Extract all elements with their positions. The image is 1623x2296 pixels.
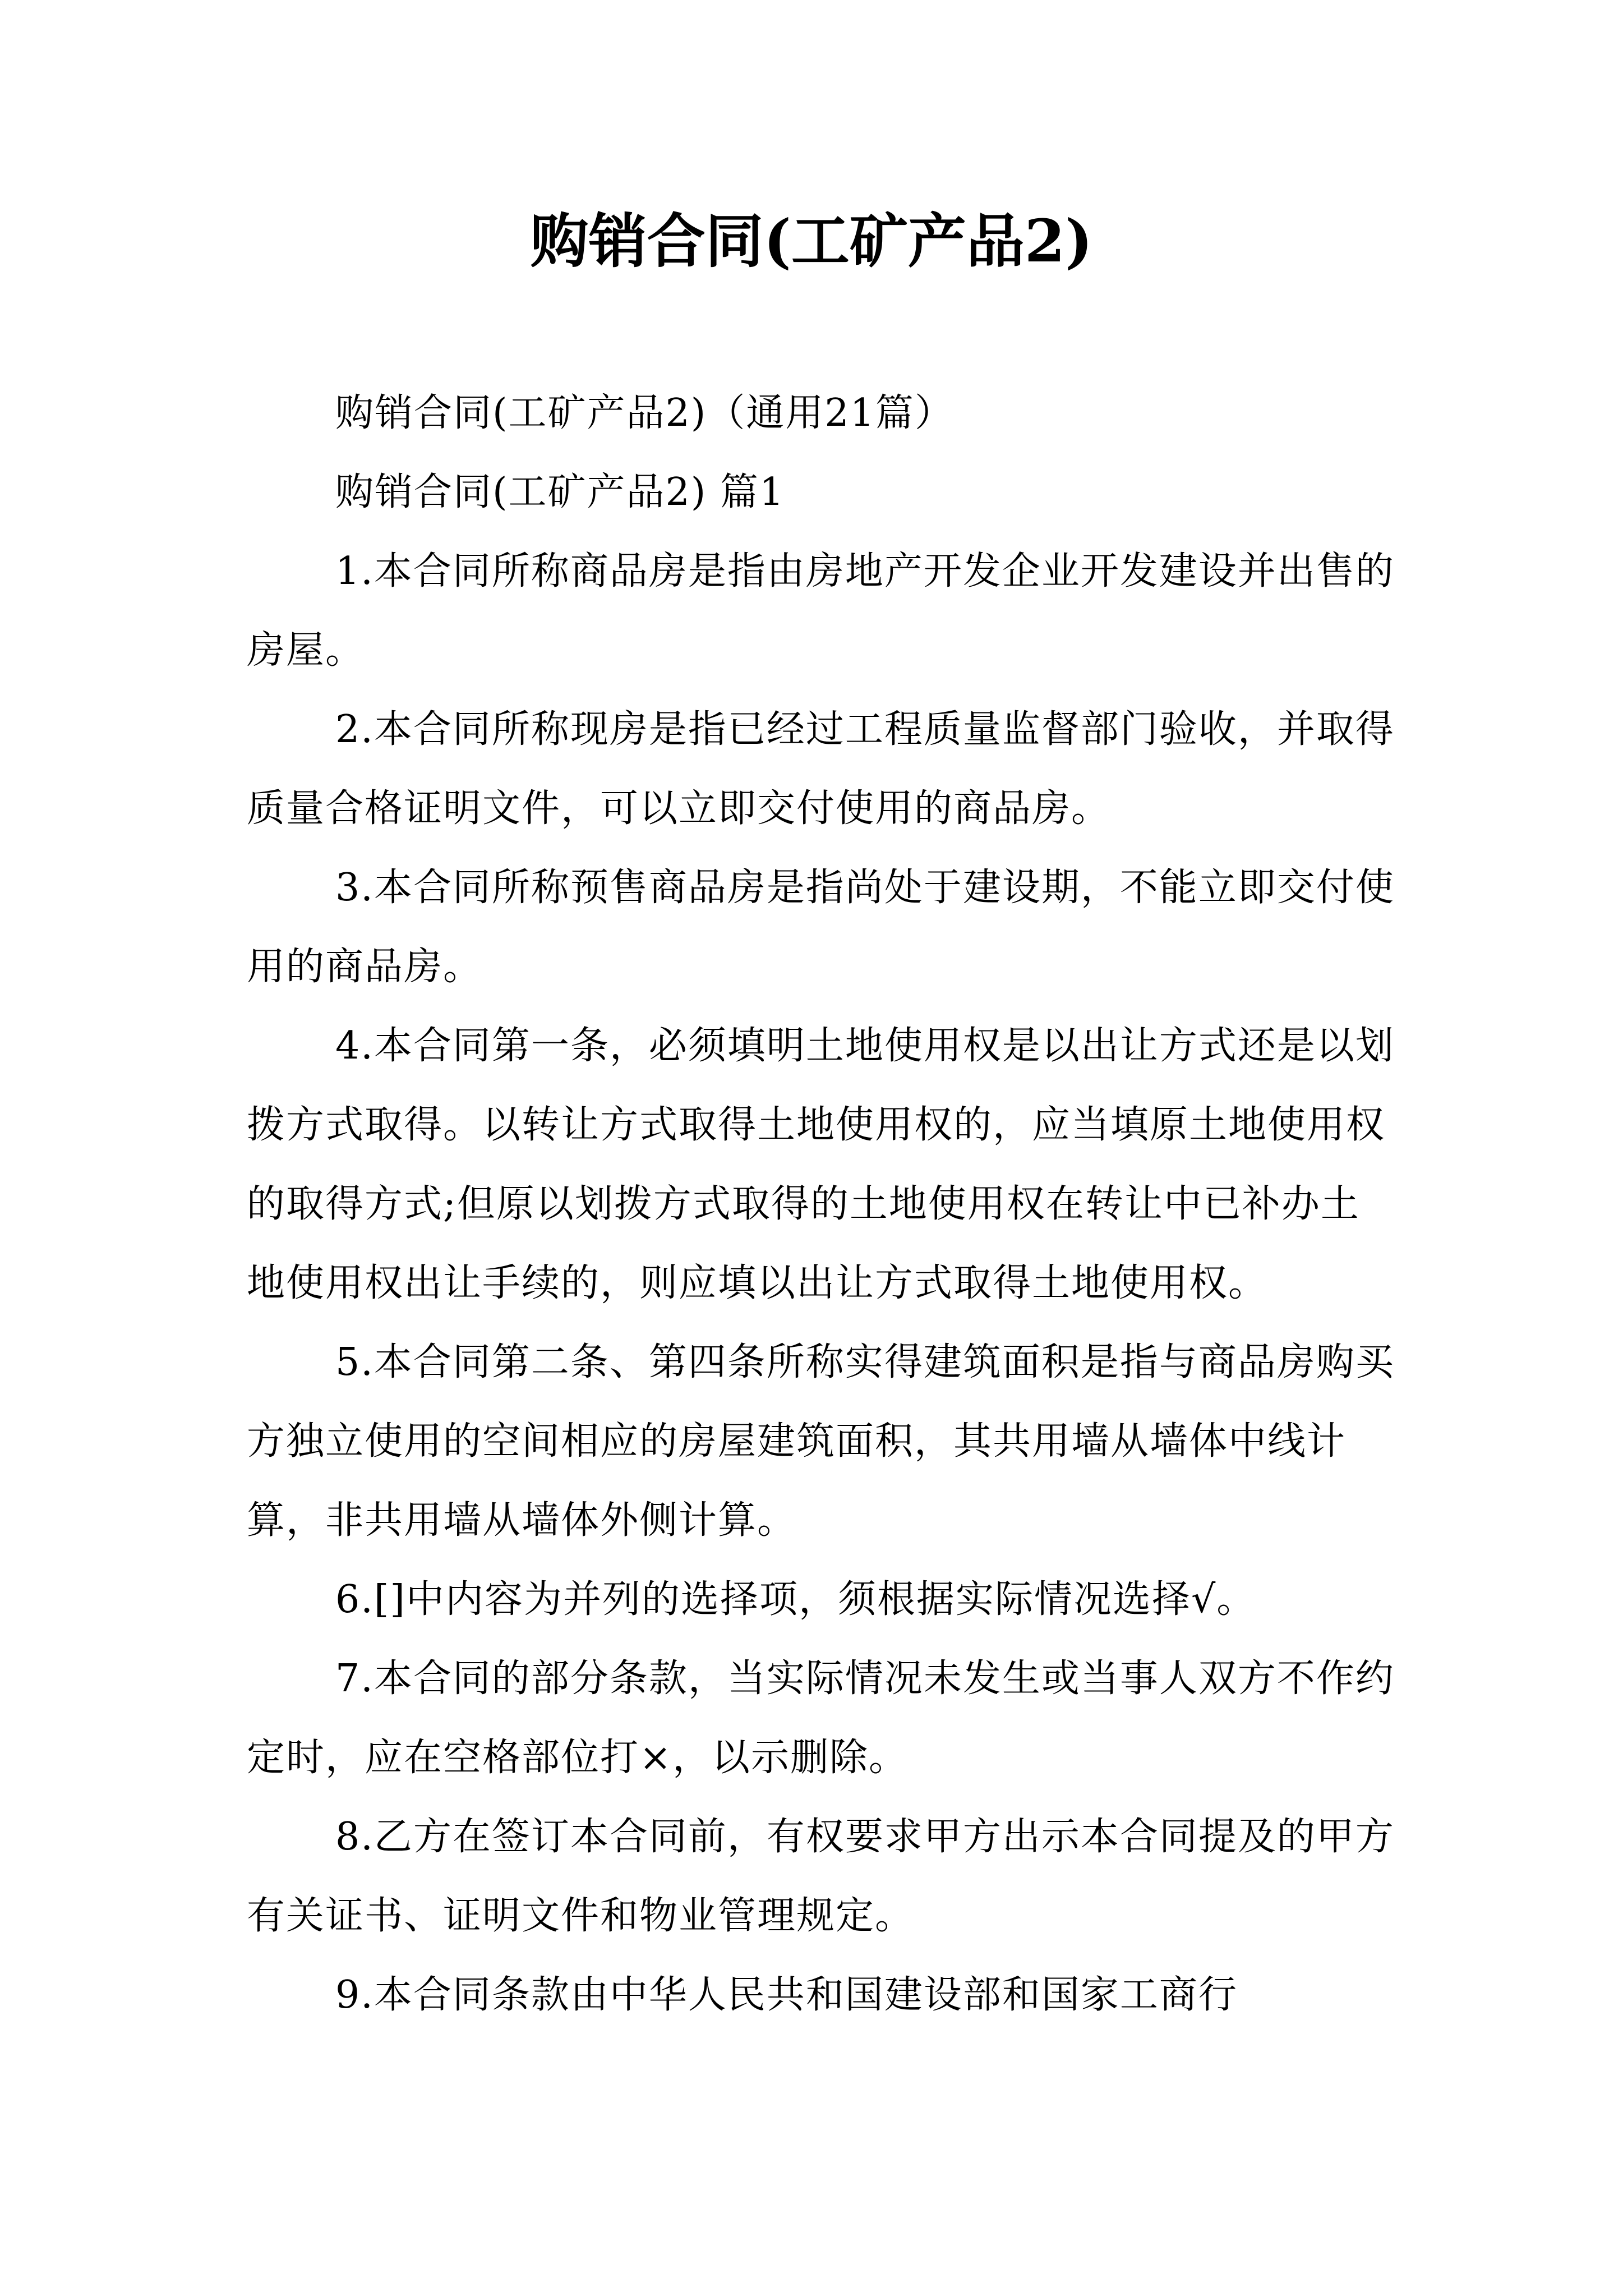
paragraph-clause-2: 2.本合同所称现房是指已经过工程质量监督部门验收，并取得质量合格证明文件，可以立即交付使用的商品房。 xyxy=(247,707,1395,831)
paragraph-clause-9: 9.本合同条款由中华人民共和国建设部和国家工商行 xyxy=(335,1973,1238,2017)
paragraph-clause-4: 4.本合同第一条，必须填明土地使用权是以出让方式还是以划拨方式取得。以转让方式取得土地使用权的，应当填原土地使用权的取得方式;但原以划拨方式取得的土地使用权在转让中已补办土地使用权出让手续的，则应填以出让方式取得土地使用权。 xyxy=(247,1024,1395,1305)
document-title: 购销合同(工矿产品2) xyxy=(530,206,1093,275)
paragraph-clause-6: 6.[]中内容为并列的选择项，须根据实际情况选择√。 xyxy=(335,1577,1256,1622)
paragraph-clause-5: 5.本合同第二条、第四条所称实得建筑面积是指与商品房购买方独立使用的空间相应的房屋建筑面积，其共用墙从墙体中线计算，非共用墙从墙体外侧计算。 xyxy=(247,1340,1395,1543)
paragraph-clause-8: 8.乙方在签订本合同前，有权要求甲方出示本合同提及的甲方有关证书、证明文件和物业管理规定。 xyxy=(247,1815,1395,1938)
paragraph-clause-7: 7.本合同的部分条款，当实际情况未发生或当事人双方不作约定时，应在空格部位打×，以示删除。 xyxy=(247,1657,1395,1780)
paragraph-clause-3: 3.本合同所称预售商品房是指尚处于建设期，不能立即交付使用的商品房。 xyxy=(247,866,1395,989)
paragraph-clause-1: 1.本合同所称商品房是指由房地产开发企业开发建设并出售的房屋。 xyxy=(247,549,1395,673)
paragraph-subtitle: 购销合同(工矿产品2)（通用21篇） xyxy=(335,391,954,435)
paragraph-section-heading: 购销合同(工矿产品2) 篇1 xyxy=(335,470,785,514)
document-body xyxy=(247,374,1398,2035)
